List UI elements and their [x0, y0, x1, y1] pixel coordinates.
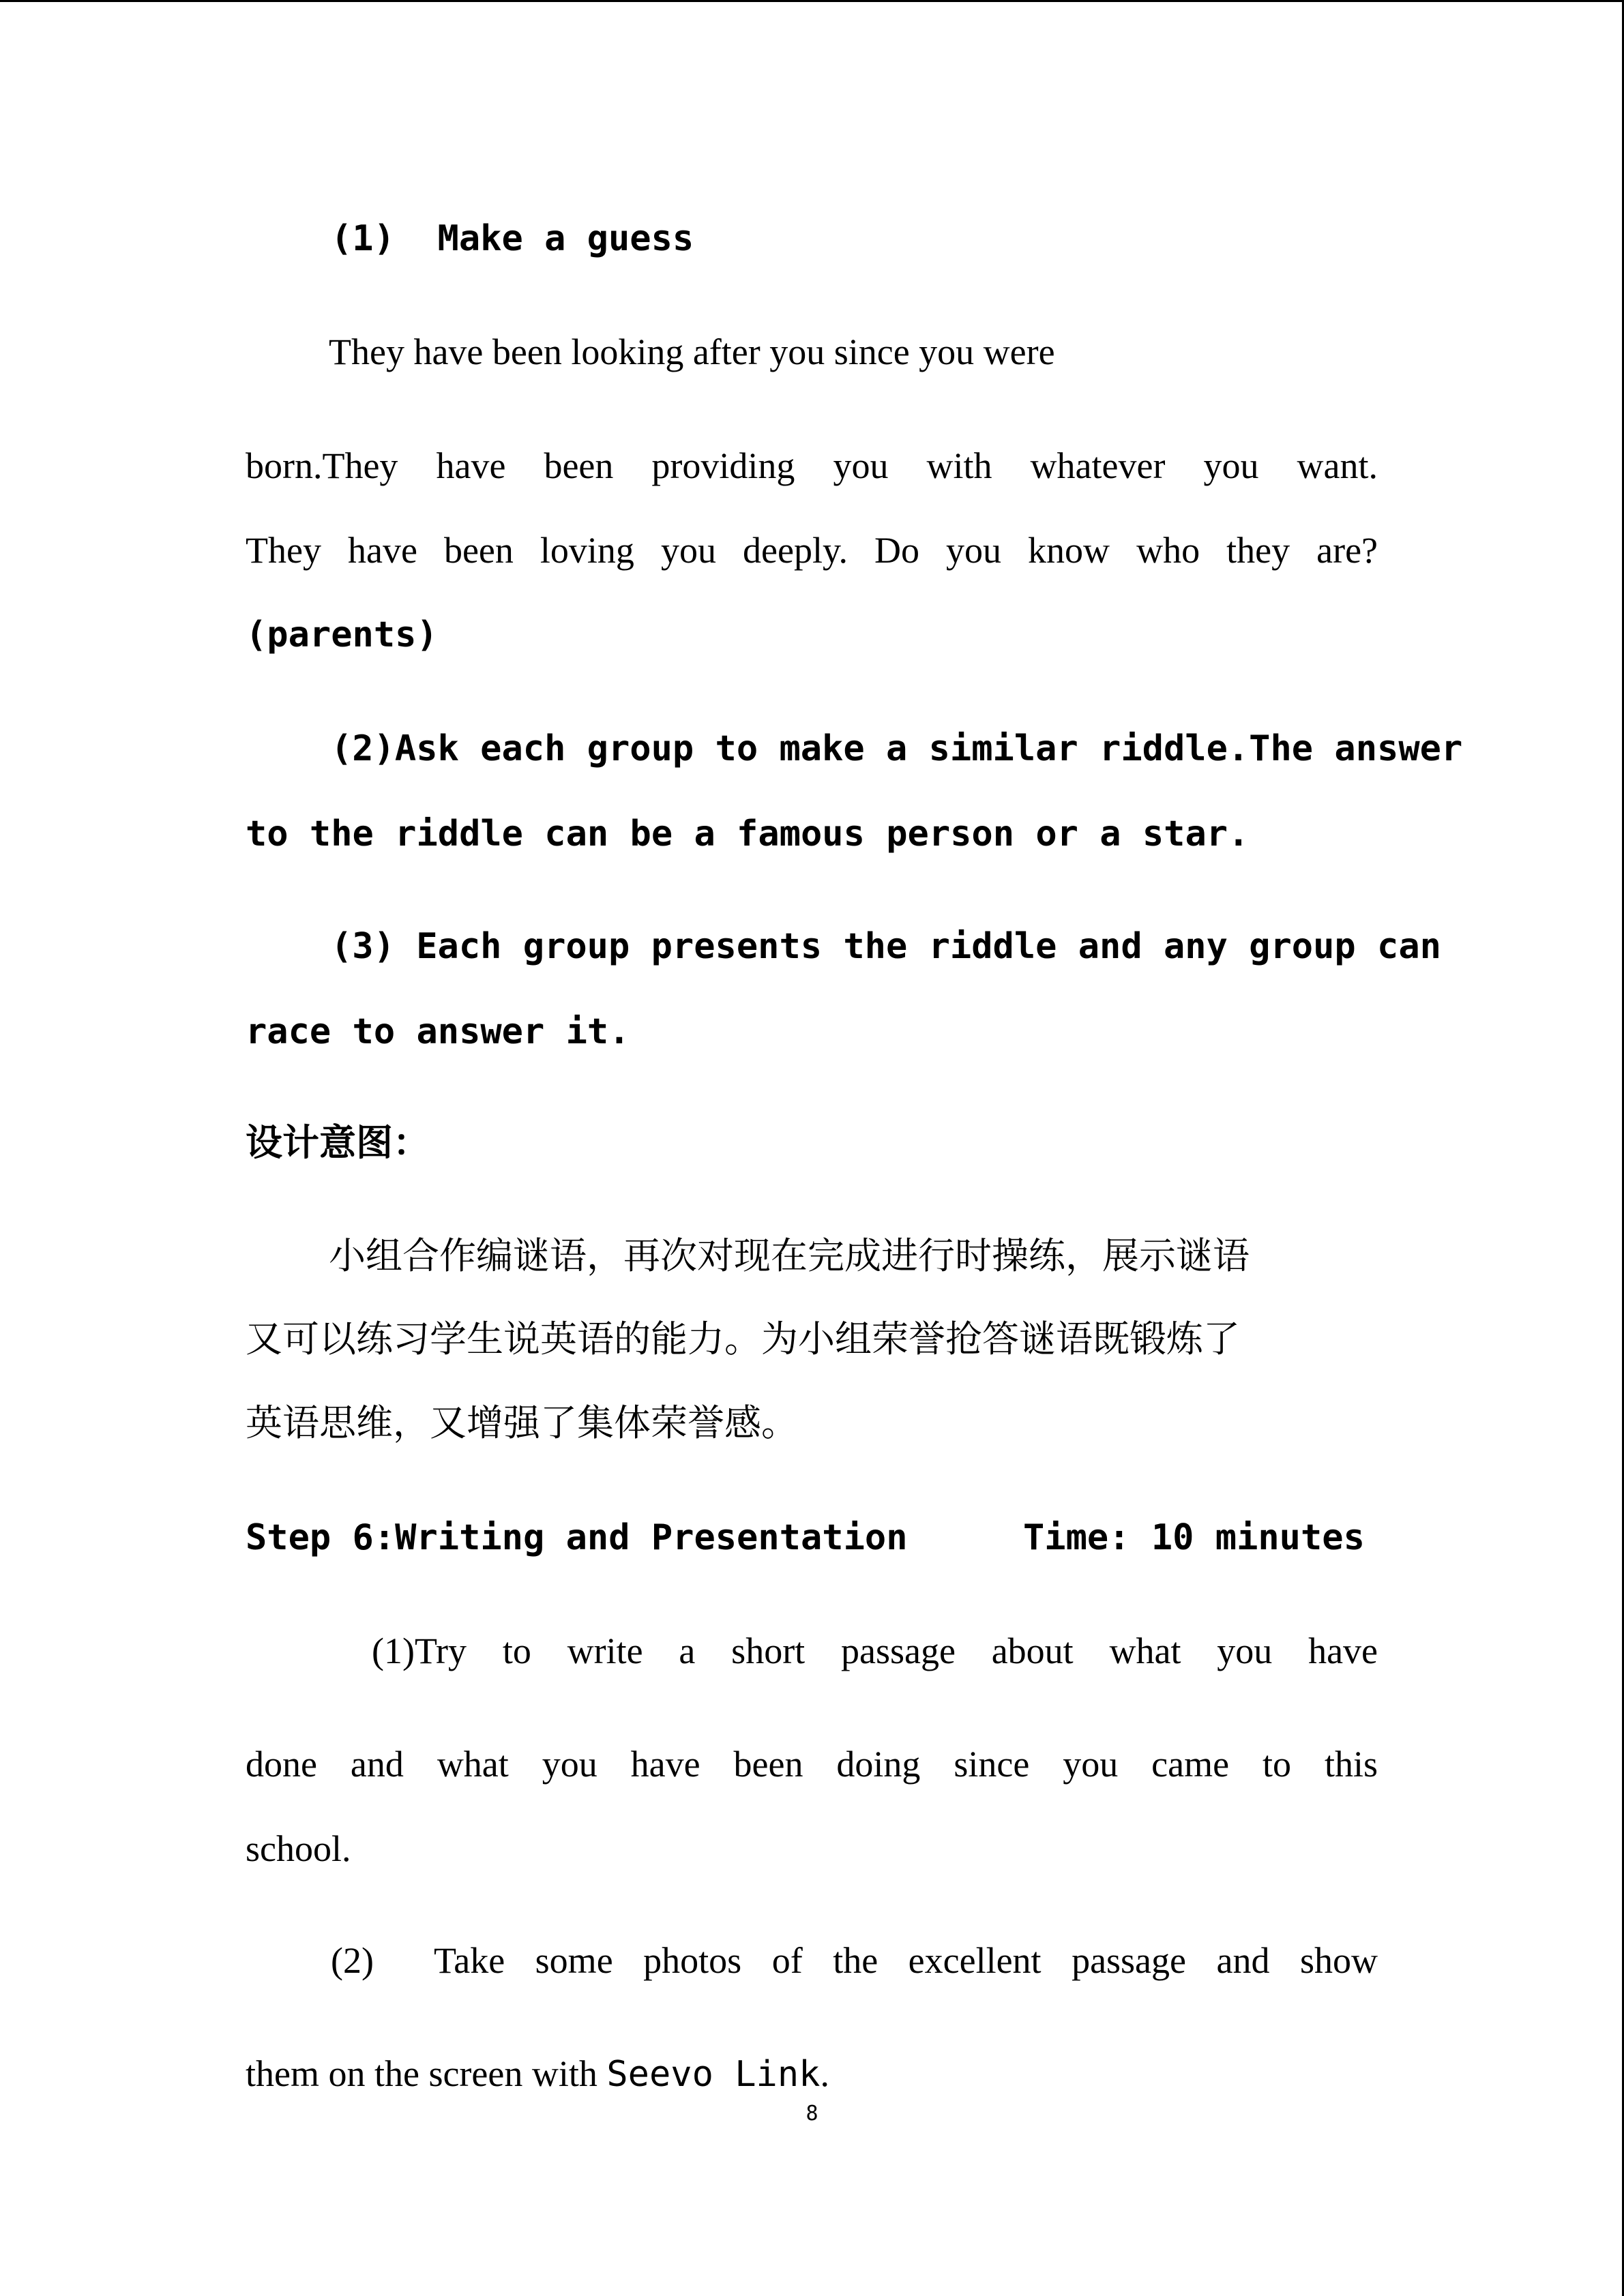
- step6-time: Time: 10 minutes: [1023, 1517, 1365, 1558]
- writing-task-line-2: done and what you have been doing since you came to this: [246, 1744, 1378, 1785]
- riddle-line-1: They have been looking after you since you were: [329, 331, 1055, 372]
- top-border-line: [0, 0, 1624, 2]
- design-intent-line-2: 又可以练习学生说英语的能力。为小组荣誉抢答谜语既锻炼了: [246, 1317, 1240, 1360]
- page-number: 8: [806, 2102, 818, 2126]
- riddle-line-3: They have been loving you deeply. Do you know who they are?: [246, 530, 1378, 571]
- seevo-link-product: Seevo Link: [606, 2054, 821, 2095]
- design-intent-line-1: 小组合作编谜语，再次对现在完成进行时操练，展示谜语: [329, 1234, 1250, 1277]
- photo-task-prefix: them on the screen with: [246, 2053, 607, 2094]
- riddle-line-2: born.They have been providing you with whatever you want.: [246, 445, 1378, 486]
- writing-task-line-3: school.: [246, 1828, 351, 1869]
- design-intent-heading: 设计意图：: [246, 1121, 430, 1164]
- photo-task-line-1: (2) Take some photos of the excellent passage and show: [331, 1940, 1378, 1981]
- group-riddle-line-1: (2)Ask each group to make a similar riddle.The answer: [331, 728, 1463, 769]
- make-guess-heading: (1) Make a guess: [331, 218, 694, 259]
- present-riddle-line-2: race to answer it.: [246, 1011, 630, 1052]
- group-riddle-line-2: to the riddle can be a famous person or a star.: [246, 814, 1250, 854]
- photo-task-line-2: [246, 2052, 829, 2096]
- photo-task-suffix: .: [820, 2053, 829, 2094]
- riddle-answer: (parents): [246, 614, 438, 655]
- writing-task-line-1: (1)Try to write a short passage about what you have: [372, 1630, 1378, 1671]
- present-riddle-line-1: (3) Each group presents the riddle and any group can: [331, 926, 1441, 967]
- design-intent-line-3: 英语思维，又增强了集体荣誉感。: [246, 1401, 798, 1444]
- step6-title: Step 6:Writing and Presentation: [246, 1517, 908, 1558]
